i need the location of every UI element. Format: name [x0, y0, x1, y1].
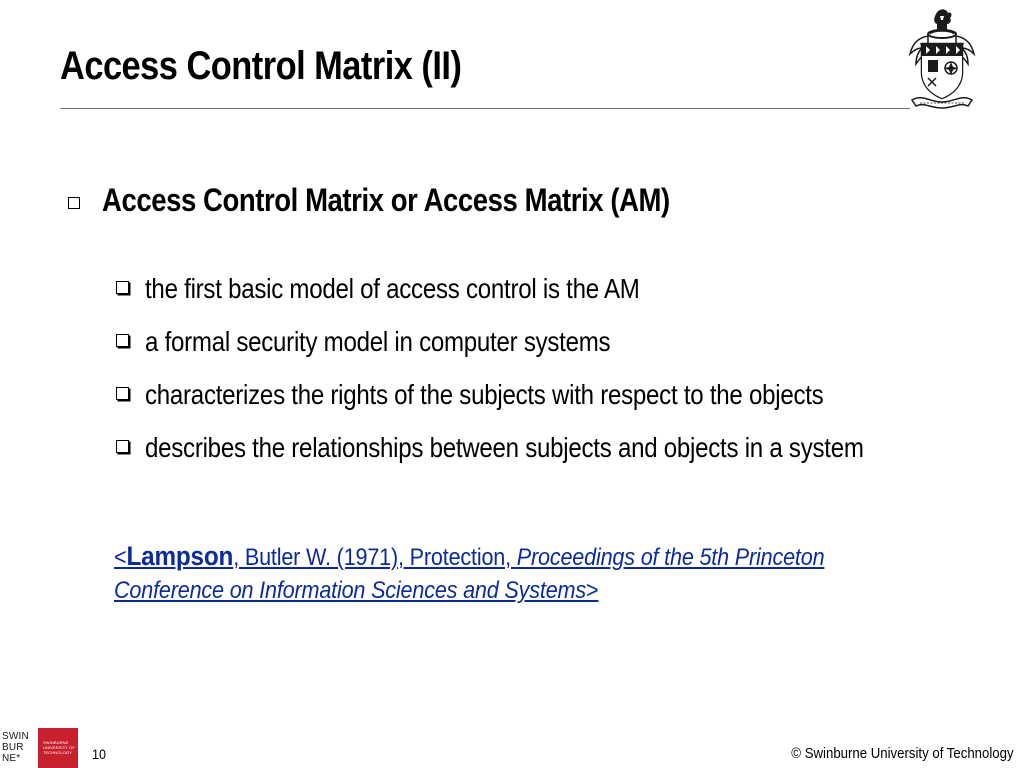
sub-bullet-text: the first basic model of access control is the AM [145, 273, 640, 304]
reference-details: , Butler W. (1971), Protection, [233, 544, 517, 571]
checkbox-bullet-icon [116, 334, 129, 347]
copyright-notice: © Swinburne University of Technology [791, 745, 1014, 762]
reference-author: Lampson [126, 541, 234, 571]
logo-text-line: BUR [2, 742, 24, 753]
reference-line-1 [114, 540, 924, 574]
reference-close-bracket: > [585, 577, 599, 604]
university-crest-icon [906, 6, 978, 112]
sub-bullet-text: a formal security model in computer systems [145, 326, 611, 357]
reference-open-bracket: < [114, 544, 127, 571]
logo-subtext-line: TECHNOLOGY [43, 750, 73, 755]
logo-red-panel [38, 728, 78, 768]
sub-bullet-text: characterizes the rights of the subjects with respect to the objects [145, 379, 824, 410]
reference-link[interactable] [114, 540, 924, 607]
logo-text-line: NE* [2, 753, 21, 764]
title-divider [60, 108, 910, 109]
logo-subtext-line: UNIVERSITY OF [43, 745, 75, 750]
reference-venue-part2: Conference on Information Sciences and Systems [114, 577, 586, 604]
logo-wordmark [0, 728, 38, 768]
checkbox-bullet-icon [116, 387, 129, 400]
slide-title: Access Control Matrix (II) [60, 44, 462, 88]
page-number: 10 [92, 746, 107, 762]
sub-bullet-text: describes the relationships between subjects and objects in a system [145, 432, 864, 463]
logo-subtext-line: SWINBURNE [43, 740, 69, 745]
checkbox-bullet-icon [116, 440, 129, 453]
swinburne-logo [0, 728, 78, 768]
reference-line-2 [114, 574, 924, 607]
logo-text-line: SWIN [2, 731, 29, 742]
reference-venue-part1: Proceedings of the 5th Princeton [516, 544, 825, 571]
checkbox-bullet-icon [68, 197, 80, 209]
checkbox-bullet-icon [116, 281, 129, 294]
main-bullet-text: Access Control Matrix or Access Matrix (AM) [102, 182, 670, 218]
